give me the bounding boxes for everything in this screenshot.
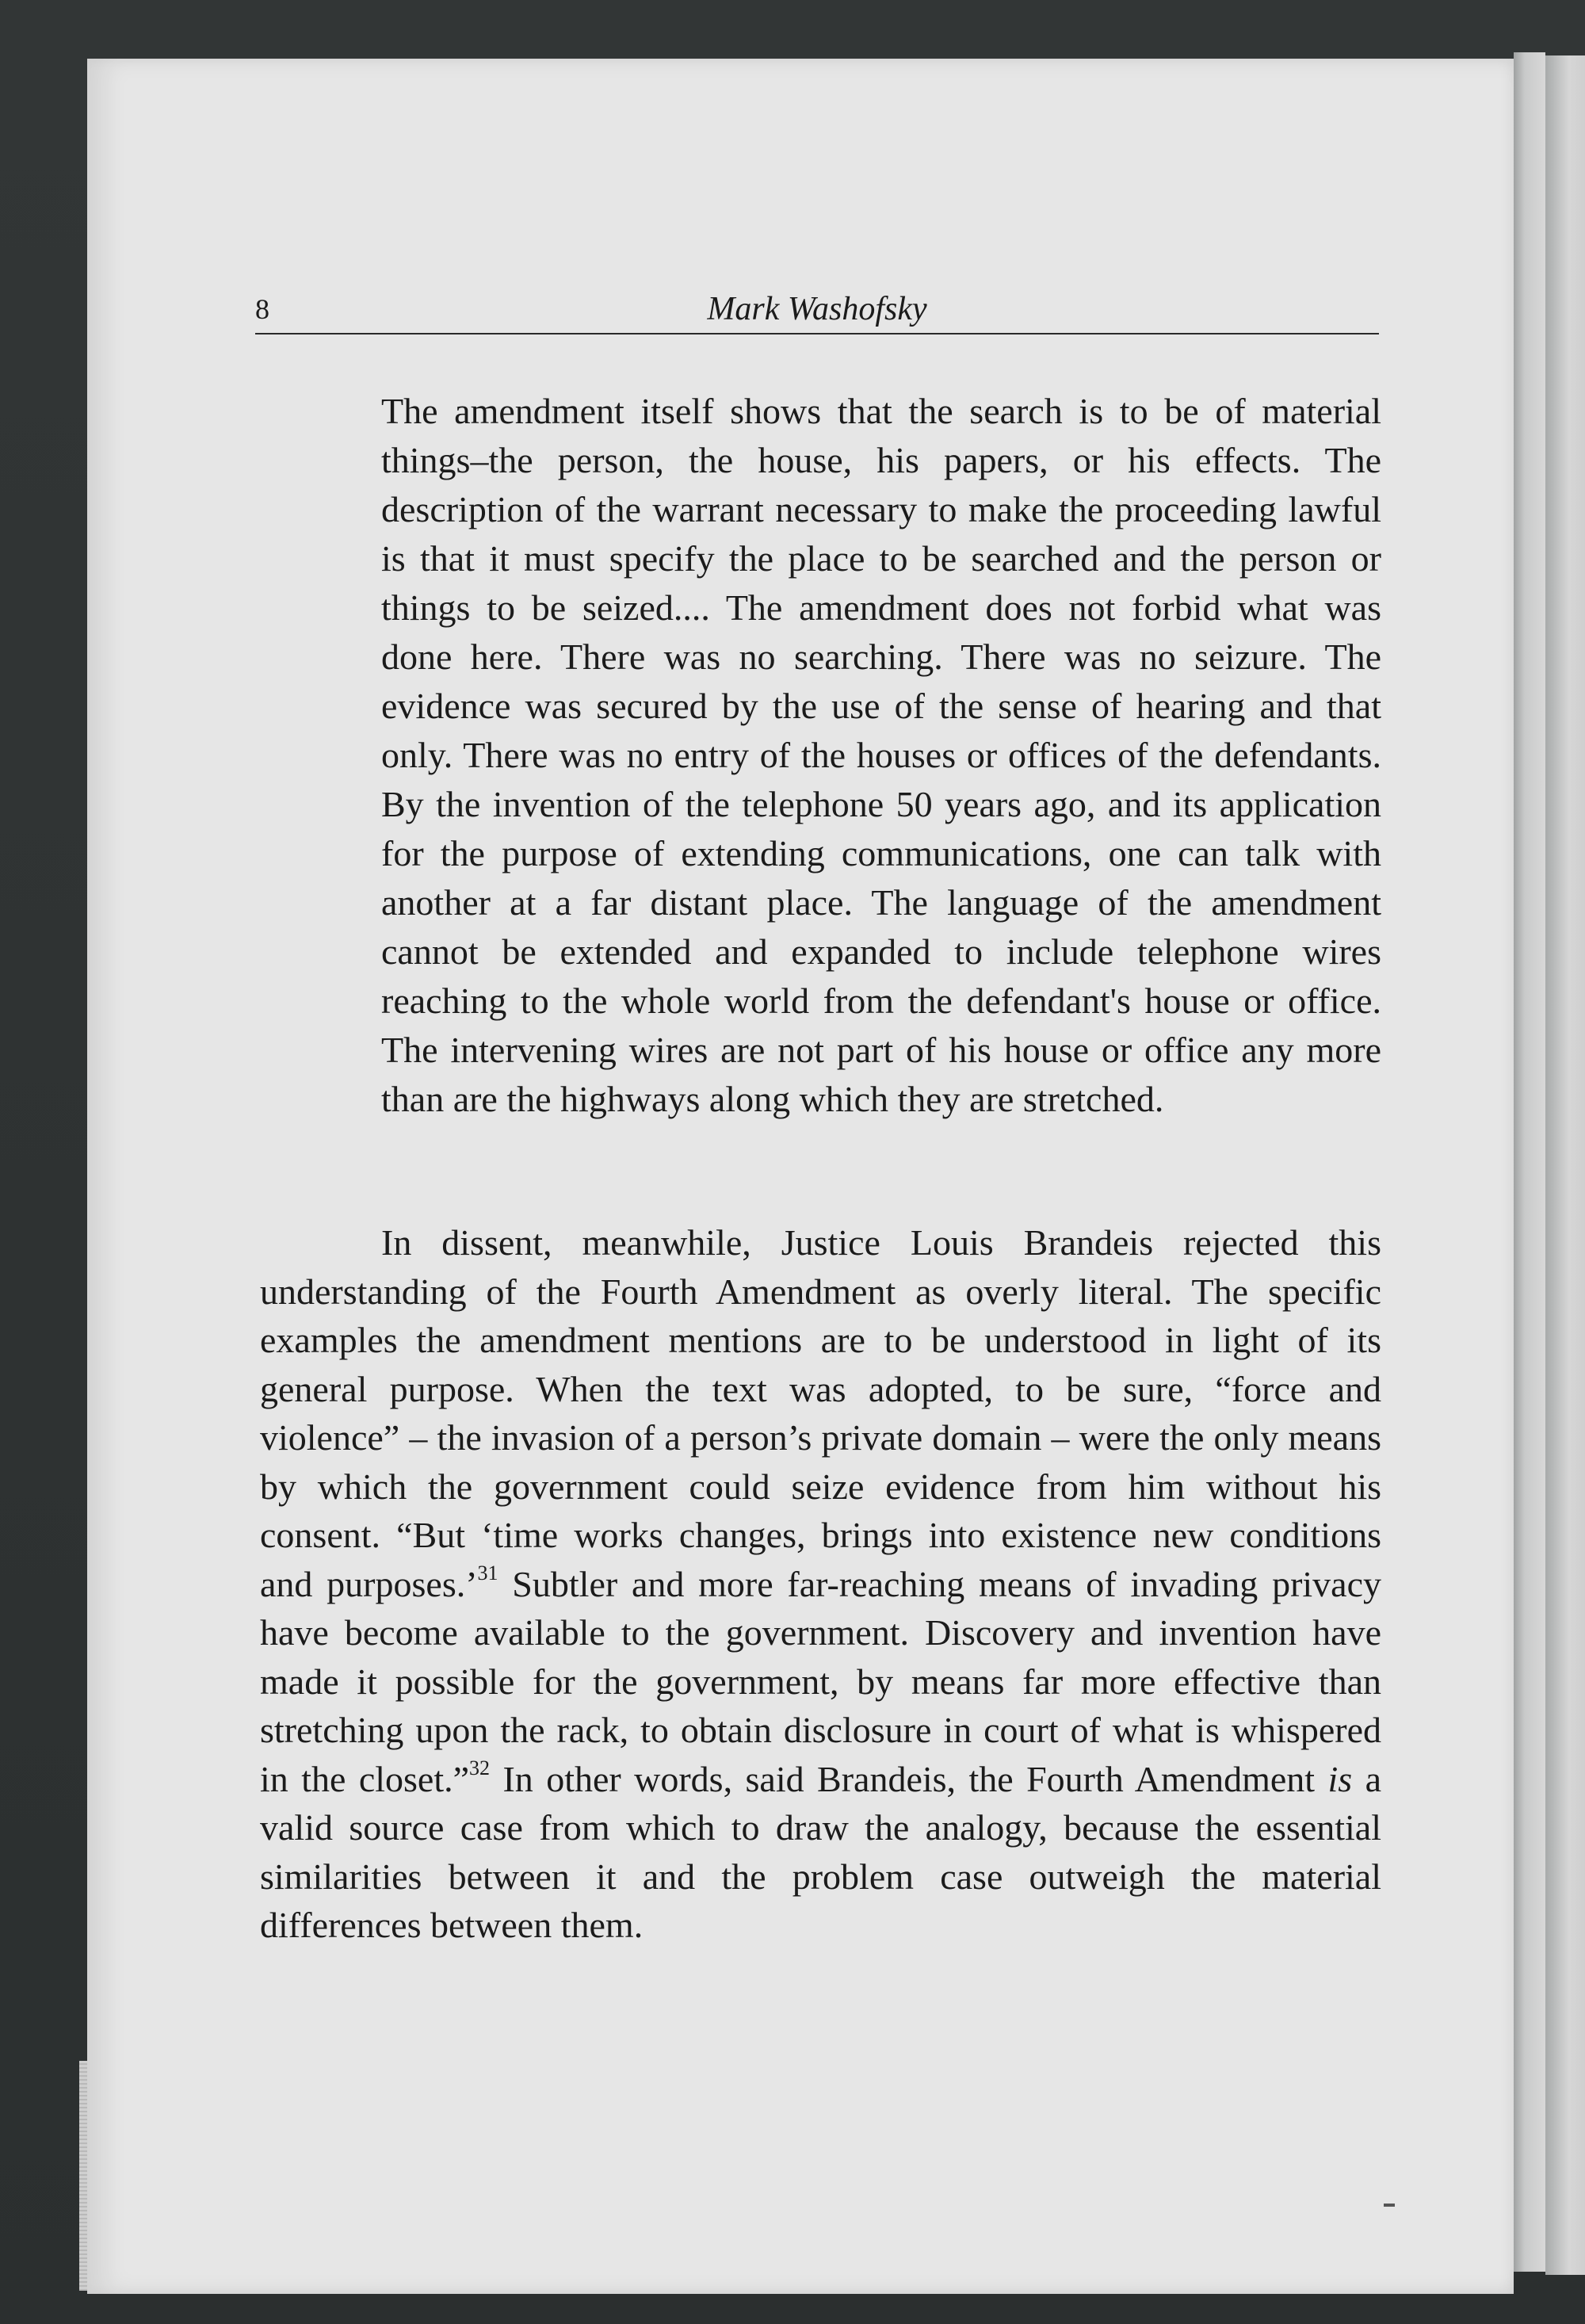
block-quote-text: The amendment itself shows that the search is to be of material things–the person, the house, his papers, or his effects. The description of the warrant necessary to make the proceeding lawful is that it must specify the place to be searched and the person or things to be seized.... The amendment does not forbid what was done here. There was no searching. There was no seizure. The evidence was secured by the use of the sense of hearing and that only. There was no entry of the houses or offices of the defendants. By the invention of the telephone 50 years ago, and its application for the purpose of extending communications, one can talk with another at a far distant place. The language of the amendment cannot be extended and expanded to include telephone wires reaching to the whole world from the defendant's house or office. The intervening wires are not part of his house or office any more than are the highways along which they are stretched. [381,391,1381,1119]
page-number: 8 [255,293,269,325]
emphasis-is: is [1327,1758,1353,1799]
body-paragraph-text [260,1218,1381,1950]
facing-page-edge [1545,55,1585,2275]
body-text-part-1: In dissent, meanwhile, Justice Louis Brandeis rejected this understanding of the Fourth Amendment as overly literal. The specific examples the amendment mentions are to be understood in light of its general purpose. When the text was adopted, to be sure, “force and violence” – the invasion of a person’s private domain – were the only means by which the government could seize evidence from him without his consent. “But ‘time works changes, brings into existence new conditions and purposes.’ [260,1222,1381,1604]
block-quote [381,387,1381,1124]
margin-mark [1384,2204,1395,2207]
footnote-ref-31: 31 [477,1561,498,1585]
body-text-part-4: a valid source case from which to draw the analogy, because the essential similarities between it and the problem case outweigh the material differences between them. [260,1758,1381,1945]
body-text-part-3: In other words, said Brandeis, the Fourth Amendment [490,1758,1328,1799]
body-text-part-2: Subtler and more far-reaching means of invading privacy have become available to the government. Discovery and invention have made it possible for the government, by means far more effective than stretching upon the rack, to obtain disclosure in court of what is whispered in the closet.” [260,1563,1382,1799]
page-edge [1514,52,1545,2272]
running-head [255,289,1379,334]
running-title: Mark Washofsky [707,291,927,327]
footnote-ref-32: 32 [469,1756,491,1780]
body-paragraph [260,1218,1381,1950]
